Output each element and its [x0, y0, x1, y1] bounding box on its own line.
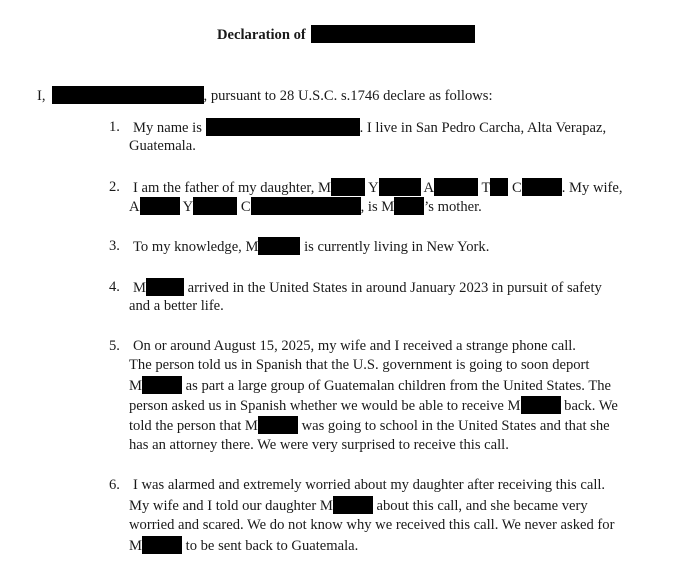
item-text-line: [129, 396, 618, 416]
item-text: arrived in the United States in around January 2023 in pursuit of safety: [187, 280, 602, 296]
item-text-line: I was alarmed and extremely worried about my daughter after receiving this call.: [133, 477, 606, 493]
item-text-line: [129, 496, 588, 516]
item-text-line: [129, 376, 611, 396]
item-number: 1.: [109, 119, 120, 135]
redaction-bar: [434, 178, 478, 196]
redaction-bar: [333, 496, 373, 514]
intro-suffix: , pursuant to 28 U.S.C. s.1746 declare as follows:: [203, 88, 493, 104]
redaction-bar: [311, 25, 475, 43]
item-text: M: [129, 538, 142, 554]
item-text: To my knowledge, M: [133, 239, 259, 255]
item-text: to be sent back to Guatemala.: [185, 538, 359, 554]
item-text-line: [133, 118, 606, 138]
item-text: A: [423, 180, 435, 196]
redaction-bar: [206, 118, 360, 136]
item-text: My wife and I told our daughter M: [129, 498, 333, 514]
item-number: 5.: [109, 338, 120, 354]
document-title: [217, 25, 475, 45]
item-text: I am the father of my daughter, M: [133, 180, 331, 196]
item-text: Y: [182, 199, 194, 215]
item-number: 3.: [109, 238, 120, 254]
item-text: ’s mother.: [424, 199, 482, 215]
redaction-bar: [490, 178, 508, 196]
item-text: . I live in San Pedro Carcha, Alta Verapaz,: [359, 120, 607, 136]
item-text-line: Guatemala.: [129, 138, 196, 154]
redaction-bar: [379, 178, 421, 196]
redaction-bar: [258, 237, 300, 255]
title-text: Declaration of: [217, 27, 306, 43]
item-text-line: [129, 416, 610, 436]
redaction-bar: [251, 197, 361, 215]
item-text: My name is: [133, 120, 202, 136]
redaction-bar: [258, 416, 298, 434]
item-text: as part a large group of Guatemalan children from the United States. The: [185, 378, 612, 394]
item-text: back. We: [564, 398, 618, 414]
redaction-bar: [193, 197, 237, 215]
intro-prefix: I,: [37, 88, 46, 104]
item-text: C: [512, 180, 522, 196]
item-text: person asked us in Spanish whether we would be able to receive M: [129, 398, 521, 414]
item-text: about this call, and she became very: [376, 498, 588, 514]
item-text: Y: [368, 180, 379, 196]
redaction-bar: [140, 197, 180, 215]
redaction-bar: [146, 278, 184, 296]
item-text-line: has an attorney there. We were very surprised to receive this call.: [129, 437, 509, 453]
item-text-line: On or around August 15, 2025, my wife and I received a strange phone call.: [133, 338, 576, 354]
redaction-bar: [394, 197, 424, 215]
item-text: , is M: [360, 199, 395, 215]
item-text: . My wife,: [561, 180, 623, 196]
item-text: is currently living in New York.: [304, 239, 490, 255]
item-text: was going to school in the United States and that she: [301, 418, 610, 434]
item-number: 4.: [109, 279, 120, 295]
intro-line: [37, 86, 493, 106]
item-text-line: worried and scared. We do not know why we received this call. We never asked for: [129, 517, 615, 533]
item-text-line: [133, 178, 623, 198]
item-text: T: [481, 180, 491, 196]
item-text: A: [129, 199, 140, 215]
redaction-bar: [331, 178, 365, 196]
item-text: told the person that M: [129, 418, 258, 434]
redaction-bar: [142, 536, 182, 554]
item-text-line: [129, 197, 482, 217]
item-text: M: [133, 280, 146, 296]
item-number: 6.: [109, 477, 120, 493]
item-text-line: [133, 278, 602, 298]
item-text-line: [133, 237, 489, 257]
item-text-line: [129, 536, 358, 556]
item-text-line: The person told us in Spanish that the U.S. government is going to soon deport: [129, 357, 590, 373]
item-text-line: and a better life.: [129, 298, 224, 314]
item-text: M: [129, 378, 142, 394]
redaction-bar: [142, 376, 182, 394]
redaction-bar: [521, 396, 561, 414]
redaction-bar: [522, 178, 562, 196]
item-number: 2.: [109, 179, 120, 195]
item-text: C: [240, 199, 251, 215]
redaction-bar: [52, 86, 204, 104]
